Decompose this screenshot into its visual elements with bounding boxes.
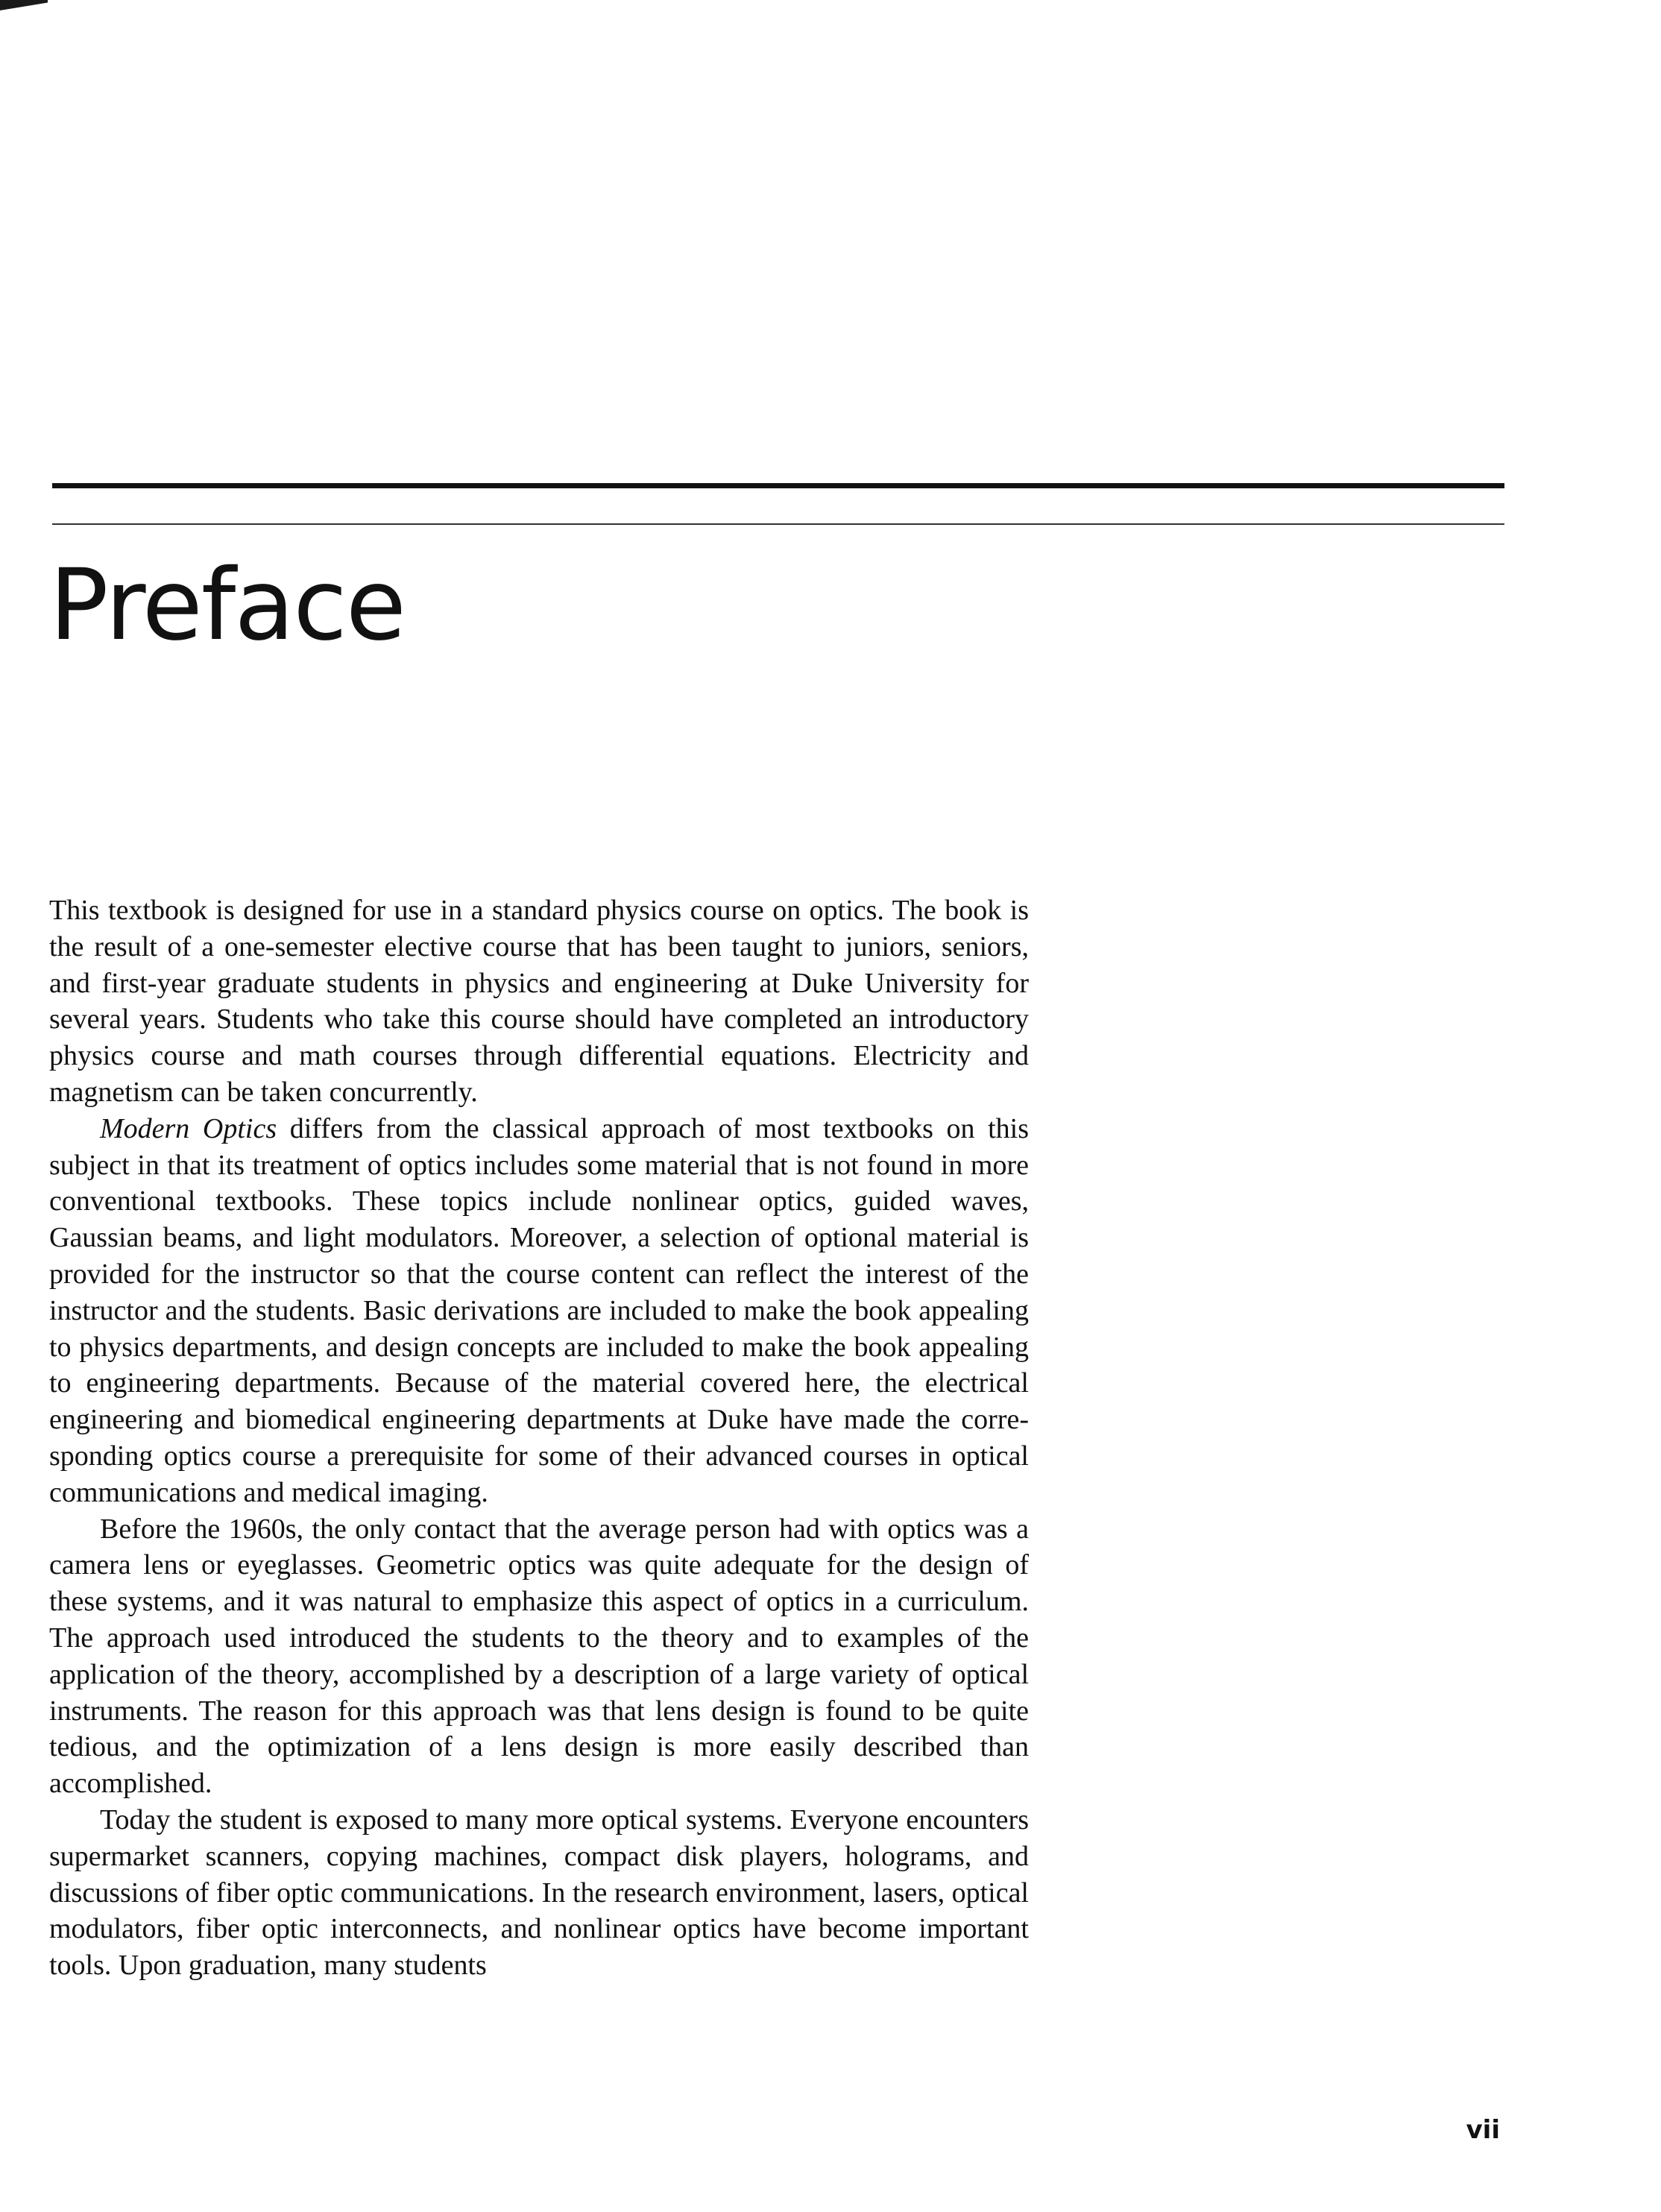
paragraph-2: [49, 1111, 1029, 1511]
title-rule-thin: [52, 523, 1504, 525]
title-rule-thick: [52, 483, 1504, 488]
body-text: [49, 892, 1029, 1984]
paragraph-3: [49, 1511, 1029, 1802]
paragraph-text: differs from the classical approach of most textbooks on this subject in that its treatment of optics includes some material that is not found in more conventional textbooks. These topics include nonlinear optics, guided waves, Gaussian beams, and light modulators. Moreover, a selection of optional material is provided for the instructor so that the course content can reflect the interest of the instructor and the students. Basic derivations are included to make the book appealing to physics departments, and design concepts are included to make the book appealing to engineering departments. Because of the material covered here, the electrical engineering and biomedical engineering departments at Duke have made the corresponding optics course a prerequisite for some of their advanced courses in optical communications and medical imaging.: [49, 1112, 1029, 1508]
book-title: Modern Optics: [100, 1112, 277, 1144]
paragraph-4: [49, 1802, 1029, 1984]
paragraph-text: Today the student is exposed to many more optical systems. Everyone encounters supermarket scanners, copying machines, compact disk players, holograms, and discussions of fiber optic communications. In the research environment, lasers, optical modulators, fiber optic interconnects, and nonlinear optics have become important tools. Upon graduation, many students: [49, 1803, 1029, 1982]
scan-corner-mark: [0, 0, 48, 10]
page-number: vii: [1466, 2115, 1500, 2145]
paragraph-1: [49, 892, 1029, 1111]
page-title: Preface: [49, 548, 406, 663]
paragraph-text: Before the 1960s, the only contact that the average person had with optics was a camera lens or eyeglasses. Geometric optics was quite adequate for the design of these systems, and it was natural to emphasize this aspect of optics in a curriculum. The approach used introduced the students to the theory and to examples of the application of the theory, accomplished by a description of a large variety of optical instruments. The reason for this approach was that lens design is found to be quite tedious, and the optimization of a lens design is more easily described than accomplished.: [49, 1513, 1029, 1800]
paragraph-text: This textbook is designed for use in a standard physics course on optics. The book is the result of a one-semester elective course that has been taught to juniors, seniors, and first-year graduate students in physics and engineering at Duke University for several years. Students who take this course should have completed an introductory physics course and math courses through differential equations. Electricity and magnetism can be taken concurrently.: [49, 895, 1029, 1108]
